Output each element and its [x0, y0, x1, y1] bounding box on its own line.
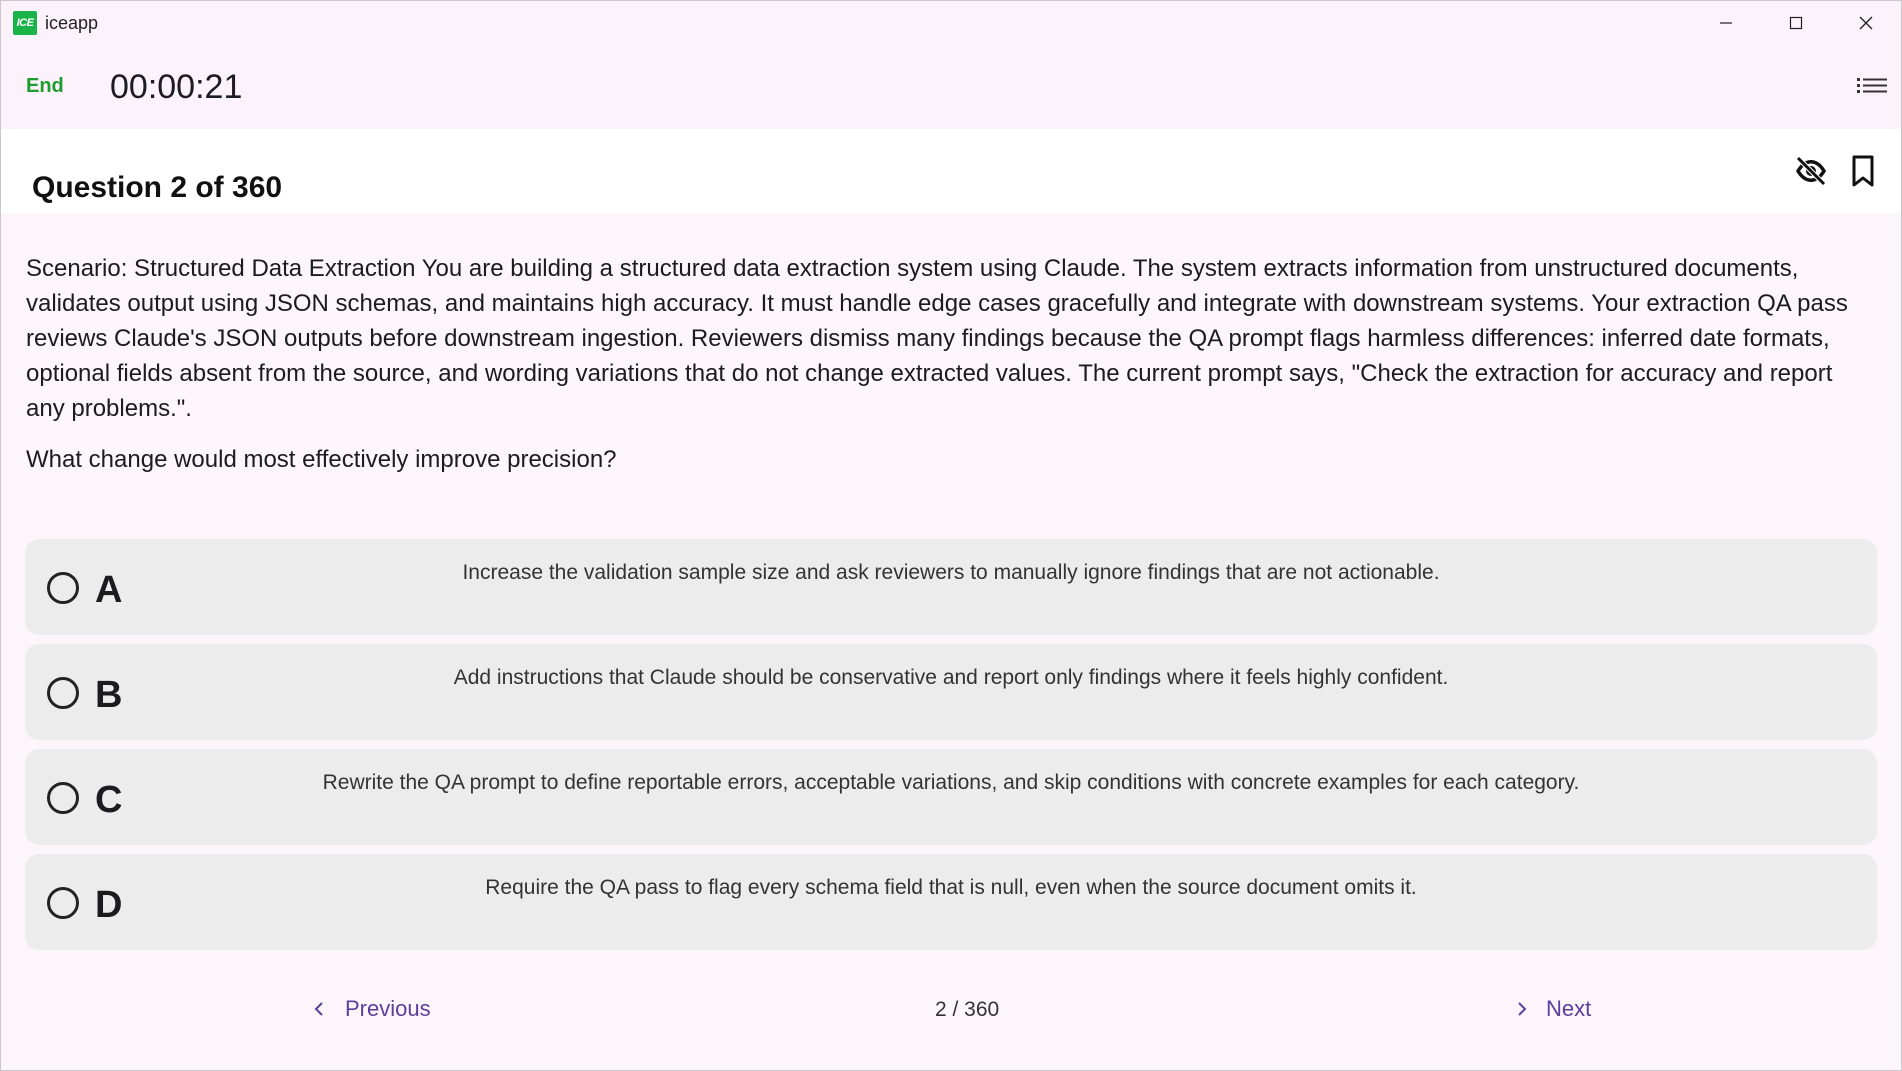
option-text: Require the QA pass to flag every schema field that is null, even when the source document omits it.: [485, 876, 1417, 899]
option-letter: B: [95, 674, 123, 716]
option-d[interactable]: [25, 854, 1877, 950]
previous-label: Previous: [345, 996, 431, 1021]
eye-off-icon[interactable]: [1793, 153, 1829, 189]
option-text: Rewrite the QA prompt to define reportable errors, acceptable variations, and skip conditions with concrete examples for each category.: [322, 771, 1580, 794]
option-letter: A: [95, 569, 123, 611]
radio-button[interactable]: [47, 572, 79, 604]
timer: 00:00:21: [110, 68, 243, 106]
option-c[interactable]: [25, 749, 1877, 845]
close-icon: [1858, 15, 1874, 31]
end-button[interactable]: End: [26, 75, 64, 97]
previous-button[interactable]: [311, 996, 431, 1022]
bookmark-icon[interactable]: [1845, 153, 1881, 189]
app-title: iceapp: [45, 12, 99, 33]
maximize-icon: [1788, 15, 1804, 31]
minimize-icon: [1718, 15, 1734, 31]
next-label: Next: [1546, 996, 1592, 1021]
scenario-text: Scenario: Structured Data Extraction You are building a structured data extraction system using Claude. The system extracts information from unstructured documents, validates output using JSON schemas, and maintains high accuracy. It must handle edge cases gracefully and integrate with downstream systems. Your extraction QA pass reviews Claude's JSON outputs before downstream ingestion. Reviewers dismiss many findings because the QA prompt flags harmless differences: inferred date formats, optional fields absent from the source, and wording variations that do not change extracted values. The current prompt says, "Check the extraction for accuracy and report any problems.".: [26, 255, 1848, 422]
radio-button[interactable]: [47, 782, 79, 814]
title-bar[interactable]: [1, 1, 1901, 45]
option-letter: C: [95, 779, 123, 821]
window-controls: [1691, 1, 1901, 45]
option-text: Add instructions that Claude should be conservative and report only findings where it feels highly confident.: [453, 666, 1449, 689]
answer-options: [25, 539, 1877, 959]
chevron-left-icon: [311, 1000, 329, 1018]
chevron-right-icon: [1512, 1000, 1530, 1018]
option-text: Increase the validation sample size and ask reviewers to manually ignore findings that are not actionable.: [462, 561, 1440, 584]
list-icon[interactable]: [1857, 75, 1887, 99]
question-title: Question 2 of 360: [32, 171, 283, 204]
close-button[interactable]: [1831, 1, 1901, 45]
question-header: [1, 129, 1901, 213]
radio-button[interactable]: [47, 677, 79, 709]
question-body: [1, 213, 1901, 1071]
maximize-button[interactable]: [1761, 1, 1831, 45]
radio-button[interactable]: [47, 887, 79, 919]
next-button[interactable]: [1512, 996, 1591, 1022]
page-counter: 2 / 360: [935, 998, 1000, 1021]
exam-header: [1, 45, 1901, 129]
minimize-button[interactable]: [1691, 1, 1761, 45]
option-a[interactable]: [25, 539, 1877, 635]
app-logo: ICE: [13, 11, 37, 35]
option-b[interactable]: [25, 644, 1877, 740]
navigation-footer: [1, 976, 1901, 1046]
option-letter: D: [95, 884, 123, 926]
question-prompt: What change would most effectively improve precision?: [26, 446, 617, 473]
